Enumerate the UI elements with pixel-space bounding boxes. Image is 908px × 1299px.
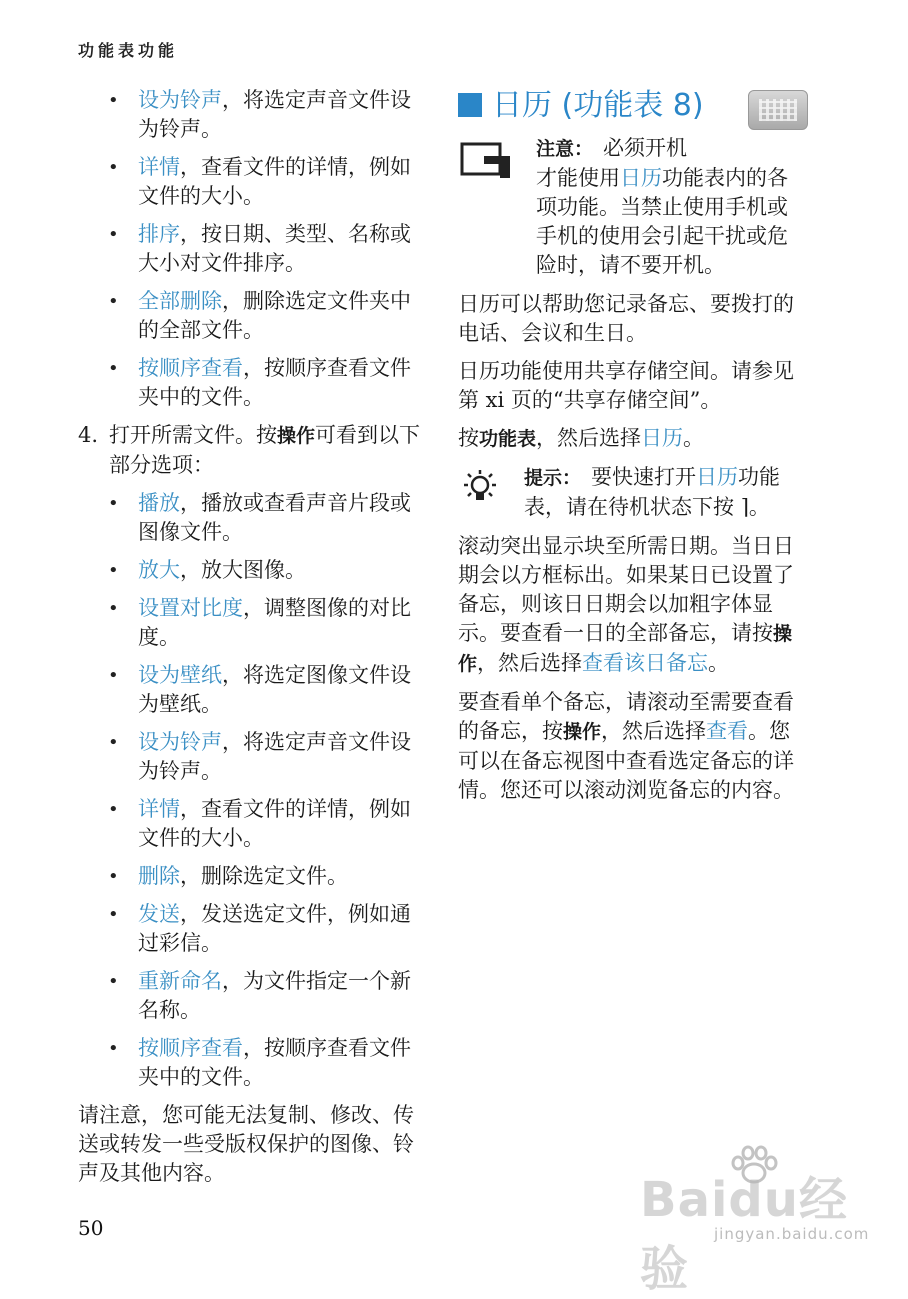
tip-before: 要快速打开 — [591, 465, 697, 489]
title-square-icon — [458, 93, 482, 117]
note-box — [458, 134, 803, 280]
tip-box — [458, 463, 803, 522]
note-text — [536, 134, 803, 280]
option-description: ，删除选定文件夹中的全部文件。 — [138, 289, 411, 342]
option-description: ，按日期、类型、名称或大小对文件排序。 — [138, 222, 411, 275]
para-text: ，然后选择 — [477, 651, 583, 675]
option-description: ，查看文件的详情，例如文件的大小。 — [138, 155, 411, 208]
para-text: 。 — [708, 651, 730, 675]
para-text: 按 — [458, 426, 479, 450]
option-description: ，发送选定文件，例如通过彩信。 — [138, 902, 411, 955]
keyword-operation: 操作 — [563, 721, 602, 743]
left-column — [78, 86, 430, 1197]
note-label: 注意： — [536, 138, 594, 160]
calendar-term: 日历 — [641, 426, 684, 450]
baidu-watermark — [640, 1145, 890, 1297]
option-description: ，删除选定文件。 — [180, 864, 348, 888]
note-after: 功能表内的各项功能。当禁止使用手机或手机的使用会引起干扰或危险时，请不要开机。 — [536, 166, 788, 277]
option-list-folder — [78, 86, 430, 412]
view-note-paragraph — [458, 688, 803, 805]
option-description: ，将选定声音文件设为铃声。 — [138, 88, 411, 141]
tip-text — [524, 463, 803, 522]
option-description: ，为文件指定一个新名称。 — [138, 969, 411, 1022]
section-title-text: 日历 (功能表 8) — [492, 88, 704, 123]
tip-end: 。 — [748, 495, 770, 519]
tip-lightbulb-icon — [458, 469, 502, 509]
option-term: 按顺序查看 — [138, 356, 243, 380]
list-item — [78, 354, 430, 412]
scroll-paragraph — [458, 532, 803, 679]
option-term: 删除 — [138, 864, 180, 888]
para-text: 滚动突出显示块至所需日期。当日日期会以方框标出。如果某日已设置了备忘，则该日日期会以加粗字体显示。要查看一日的全部备忘，请按 — [458, 534, 794, 645]
keyword-menu: 功能表 — [479, 428, 537, 450]
option-term: 设置对比度 — [138, 596, 243, 620]
step-number: 4. — [78, 423, 99, 447]
option-description: ，查看文件的详情，例如文件的大小。 — [138, 797, 411, 850]
list-item — [78, 795, 430, 853]
view-term: 查看 — [706, 719, 749, 743]
list-item — [78, 862, 430, 891]
list-item — [78, 967, 430, 1025]
option-term: 设为壁纸 — [138, 663, 222, 687]
list-item — [78, 594, 430, 652]
list-item — [78, 287, 430, 345]
step-text: 可看到以下部分选项： — [109, 423, 421, 477]
option-description: ，按顺序查看文件夹中的文件。 — [138, 1036, 411, 1089]
para-text: 要查看单个备忘，请滚动至需要查看的备忘，按 — [458, 690, 794, 743]
list-item — [78, 220, 430, 278]
calendar-term: 日历 — [620, 166, 662, 190]
para-text: 。您可以在备忘视图中查看选定备忘的详情。您还可以滚动浏览备忘的内容。 — [458, 719, 794, 802]
option-description: ，播放或查看声音片段或图像文件。 — [138, 491, 411, 544]
watermark-url: jingyan.baidu.com — [714, 1225, 870, 1243]
list-item — [78, 728, 430, 786]
option-term: 详情 — [138, 155, 180, 179]
option-term: 设为铃声 — [138, 88, 222, 112]
option-term: 按顺序查看 — [138, 1036, 243, 1060]
page-number: 50 — [78, 1216, 104, 1240]
list-item — [78, 900, 430, 958]
list-item — [78, 86, 430, 144]
option-description: ，调整图像的对比度。 — [138, 596, 411, 649]
step-text: 打开所需文件。按 — [109, 423, 277, 447]
option-term: 重新命名 — [138, 969, 222, 993]
option-term: 发送 — [138, 902, 180, 926]
copyright-note: 请注意，您可能无法复制、修改、传送或转发一些受版权保护的图像、铃声及其他内容。 — [78, 1103, 414, 1185]
storage-paragraph: 日历功能使用共享存储空间。请参见第 xi 页的“共享存储空间”。 — [458, 359, 794, 412]
option-term: 设为铃声 — [138, 730, 222, 754]
para-text: 。 — [683, 426, 705, 450]
option-description: ，将选定图像文件设为壁纸。 — [138, 663, 411, 716]
option-description: ，将选定声音文件设为铃声。 — [138, 730, 411, 783]
keyword-operation: 操作 — [458, 623, 793, 675]
note-icon — [460, 142, 512, 182]
option-term: 详情 — [138, 797, 180, 821]
note-first: 必须开机 — [603, 136, 688, 160]
calendar-term: 日历 — [696, 465, 739, 489]
option-term: 放大 — [138, 558, 180, 582]
option-term: 排序 — [138, 222, 180, 246]
list-item — [78, 489, 430, 547]
para-text: ，然后选择 — [536, 426, 642, 450]
option-list-file — [78, 489, 430, 1092]
right-column — [458, 86, 803, 814]
open-calendar-paragraph — [458, 424, 803, 454]
key-symbol: ⌉ — [740, 495, 749, 519]
note-before: 才能使用 — [536, 166, 620, 190]
step-4 — [78, 421, 430, 480]
tip-after: 功能表，请在待机状态下按 — [524, 465, 781, 519]
running-header: 功能表功能 — [78, 41, 179, 60]
option-term: 全部删除 — [138, 289, 222, 313]
option-description: ，放大图像。 — [180, 558, 306, 582]
list-item — [78, 556, 430, 585]
option-description: ，按顺序查看文件夹中的文件。 — [138, 356, 411, 409]
list-item — [78, 661, 430, 719]
tip-label: 提示： — [524, 467, 582, 489]
calendar-icon — [748, 90, 808, 130]
list-item — [78, 153, 430, 211]
view-day-notes-term: 查看该日备忘 — [582, 651, 709, 675]
para-text: ，然后选择 — [601, 719, 707, 743]
keyword-operation: 操作 — [277, 425, 316, 447]
intro-paragraph: 日历可以帮助您记录备忘、要拨打的电话、会议和生日。 — [458, 292, 794, 345]
option-term: 播放 — [138, 491, 180, 515]
list-item — [78, 1034, 430, 1092]
watermark-text: Baidu经验 — [640, 1172, 848, 1297]
section-title — [458, 86, 803, 130]
